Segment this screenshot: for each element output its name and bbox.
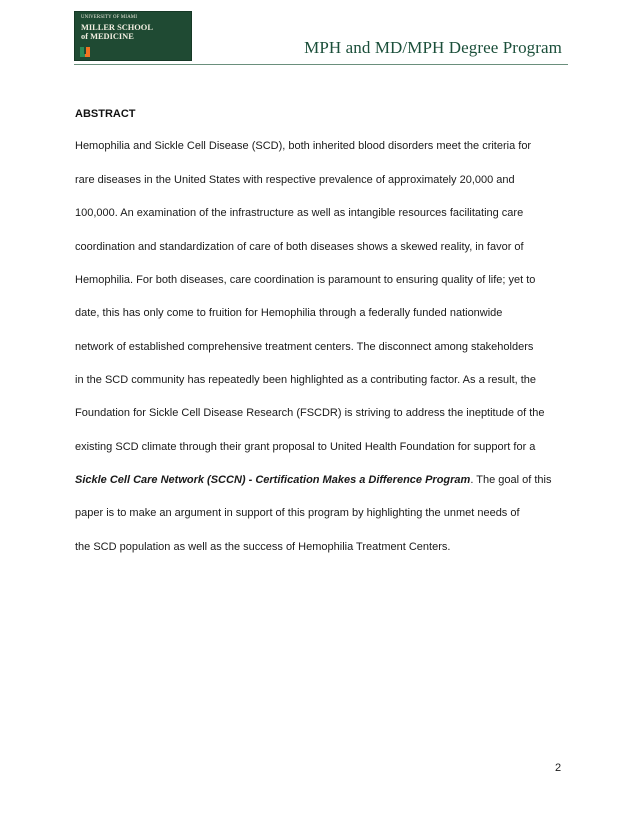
logo-text	[81, 16, 187, 41]
abstract-line: Hemophilia. For both diseases, care coordination is paramount to ensuring quality of life; yet to	[75, 274, 536, 286]
abstract-line: network of established comprehensive treatment centers. The disconnect among stakeholders	[75, 341, 534, 353]
document-header-title: MPH and MD/MPH Degree Program	[304, 38, 562, 57]
logo-school-subtitle: of MEDICINE	[81, 31, 134, 41]
university-logo	[74, 11, 192, 61]
logo-university-name: UNIVERSITY OF MIAMI	[81, 15, 138, 20]
header-divider	[74, 64, 568, 65]
program-name: Sickle Cell Care Network (SCCN) - Certification Makes a Difference Program	[75, 474, 471, 486]
abstract-line: Hemophilia and Sickle Cell Disease (SCD), both inherited blood disorders meet the criteria for	[75, 140, 532, 152]
abstract-line	[75, 473, 551, 487]
abstract-line: rare diseases in the United States with respective prevalence of approximately 20,000 and	[75, 174, 515, 186]
abstract-line: coordination and standardization of care of both diseases shows a skewed reality, in favor of	[75, 241, 524, 253]
u-logo-icon	[80, 47, 90, 57]
page-number: 2	[555, 762, 562, 774]
abstract-line: 100,000. An examination of the infrastructure as well as intangible resources facilitating care	[75, 207, 524, 219]
abstract-line: paper is to make an argument in support of this program by highlighting the unmet needs of	[75, 507, 520, 519]
section-heading: ABSTRACT	[75, 108, 136, 120]
abstract-line: in the SCD community has repeatedly been highlighted as a contributing factor. As a result, the	[75, 374, 537, 386]
abstract-line: existing SCD climate through their grant proposal to United Health Foundation for support for a	[75, 441, 536, 453]
abstract-line: date, this has only come to fruition for Hemophilia through a federally funded nationwide	[75, 307, 503, 319]
abstract-line-continuation: . The goal of this	[470, 474, 552, 486]
abstract-line: the SCD population as well as the success of Hemophilia Treatment Centers.	[75, 541, 451, 553]
abstract-line: Foundation for Sickle Cell Disease Research (FSCDR) is striving to address the ineptitude of the	[75, 407, 545, 419]
logo-school-name: MILLER SCHOOL	[81, 22, 153, 32]
